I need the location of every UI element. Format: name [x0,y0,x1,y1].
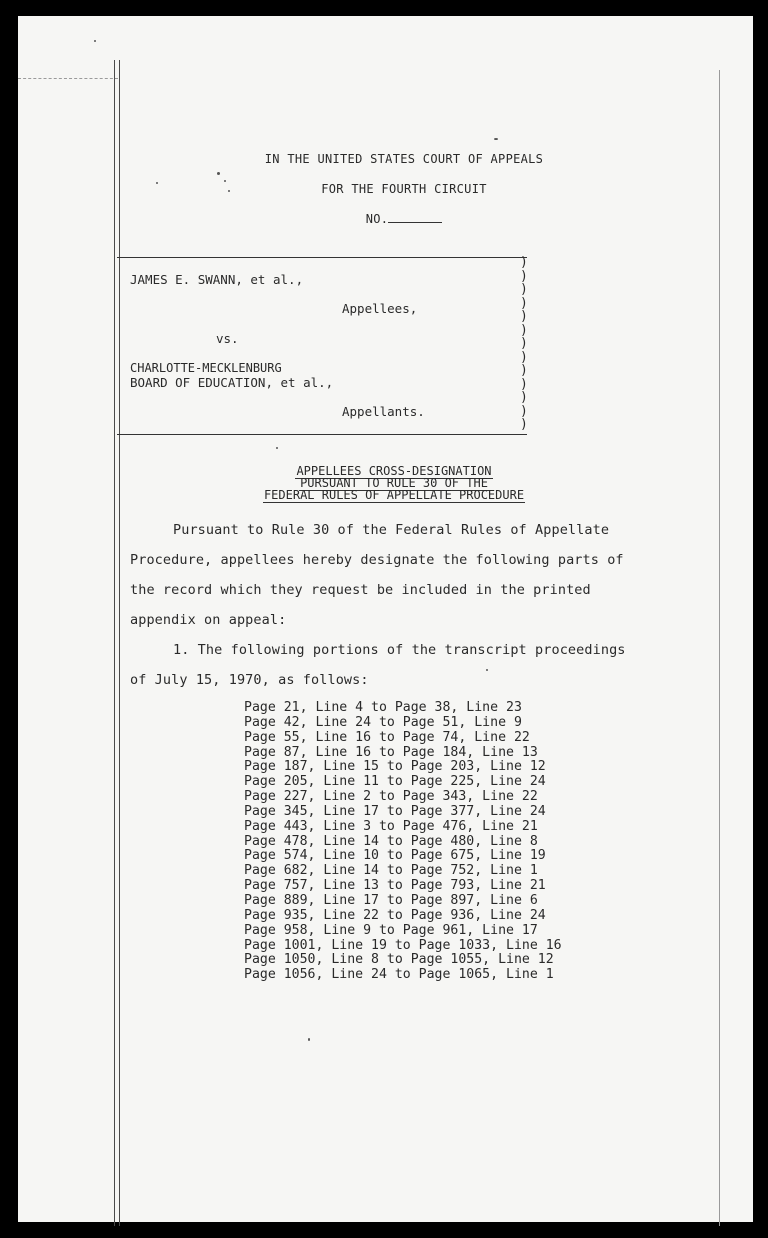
page-range-item: Page 443, Line 3 to Page 476, Line 21 [244,818,538,834]
caption-paren-column: ) ) ) ) ) ) ) ) ) ) ) ) ) [520,255,528,432]
scan-speck [308,1038,310,1041]
page-range-item: Page 87, Line 16 to Page 184, Line 13 [244,744,538,760]
right-margin-rule [719,70,720,1226]
page-range-item: Page 42, Line 24 to Page 51, Line 9 [244,714,522,730]
versus: vs. [216,331,239,346]
plaintiff-role: Appellees, [342,301,418,316]
scan-speck [486,669,488,671]
page-range-item: Page 1050, Line 8 to Page 1055, Line 12 [244,952,554,968]
page-range-item: Page 345, Line 17 to Page 377, Line 24 [244,803,546,819]
page-range-item: Page 935, Line 22 to Page 936, Line 24 [244,907,546,923]
defendant-line2: BOARD OF EDUCATION, et al., [130,375,334,390]
caption-top-rule [117,257,527,258]
page-range-list [244,701,562,983]
case-number-label: NO. [365,212,389,226]
designation-line3: FEDERAL RULES OF APPELLATE PROCEDURE [263,488,525,502]
page-range-item: Page 1001, Line 19 to Page 1033, Line 16 [244,937,562,953]
page-range-item: Page 889, Line 17 to Page 897, Line 6 [244,892,538,908]
case-number [0,212,768,226]
item1-line-1: 1. The following portions of the transcript proceedings [173,642,626,658]
scan-speck [276,447,278,449]
page-range-item: Page 478, Line 14 to Page 480, Line 8 [244,833,538,849]
case-number-blank [388,221,442,223]
page-range-item: Page 682, Line 14 to Page 752, Line 1 [244,863,538,879]
circuit-name: FOR THE FOURTH CIRCUIT [321,182,487,196]
designation-line1: APPELLEES CROSS-DESIGNATION [296,464,492,478]
court-name: IN THE UNITED STATES COURT OF APPEALS [264,152,544,166]
item1-line-2: of July 15, 1970, as follows: [130,672,369,688]
caption-bottom-rule [117,434,527,435]
body-line-2: Procedure, appellees hereby designate the following parts of [130,552,624,568]
left-margin-rule-inner [119,60,120,1226]
designation-title [0,465,768,501]
page-range-item: Page 187, Line 15 to Page 203, Line 12 [244,759,546,775]
page-range-item: Page 55, Line 16 to Page 74, Line 22 [244,729,530,745]
scan-speck [217,172,220,175]
body-line-1: Pursuant to Rule 30 of the Federal Rules of Appellate [173,522,610,538]
body-line-4: appendix on appeal: [130,612,287,628]
page-range-item: Page 574, Line 10 to Page 675, Line 19 [244,848,546,864]
defendant-role: Appellants. [342,404,425,419]
page-range-item: Page 958, Line 9 to Page 961, Line 17 [244,922,538,938]
page-range-item: Page 227, Line 2 to Page 343, Line 22 [244,789,538,805]
scan-speck [228,190,230,192]
left-margin-rule [114,60,115,1226]
page-range-item: Page 205, Line 11 to Page 225, Line 24 [244,774,546,790]
scan-speck [224,180,226,182]
plaintiff-name: JAMES E. SWANN, et al., [130,272,304,287]
page-range-item: Page 1056, Line 24 to Page 1065, Line 1 [244,967,554,983]
scan-speck [156,182,158,184]
page-range-item: Page 757, Line 13 to Page 793, Line 21 [244,878,546,894]
scan-speck [494,138,498,140]
margin-dash-mark [18,78,118,79]
defendant-line1: CHARLOTTE-MECKLENBURG [130,361,282,375]
body-line-3: the record which they request be included in the printed [130,582,591,598]
designation-line2: PURSUANT TO RULE 30 OF THE [300,476,488,490]
page-range-item: Page 21, Line 4 to Page 38, Line 23 [244,700,522,715]
document-page [18,16,753,1222]
scan-speck [94,40,96,42]
